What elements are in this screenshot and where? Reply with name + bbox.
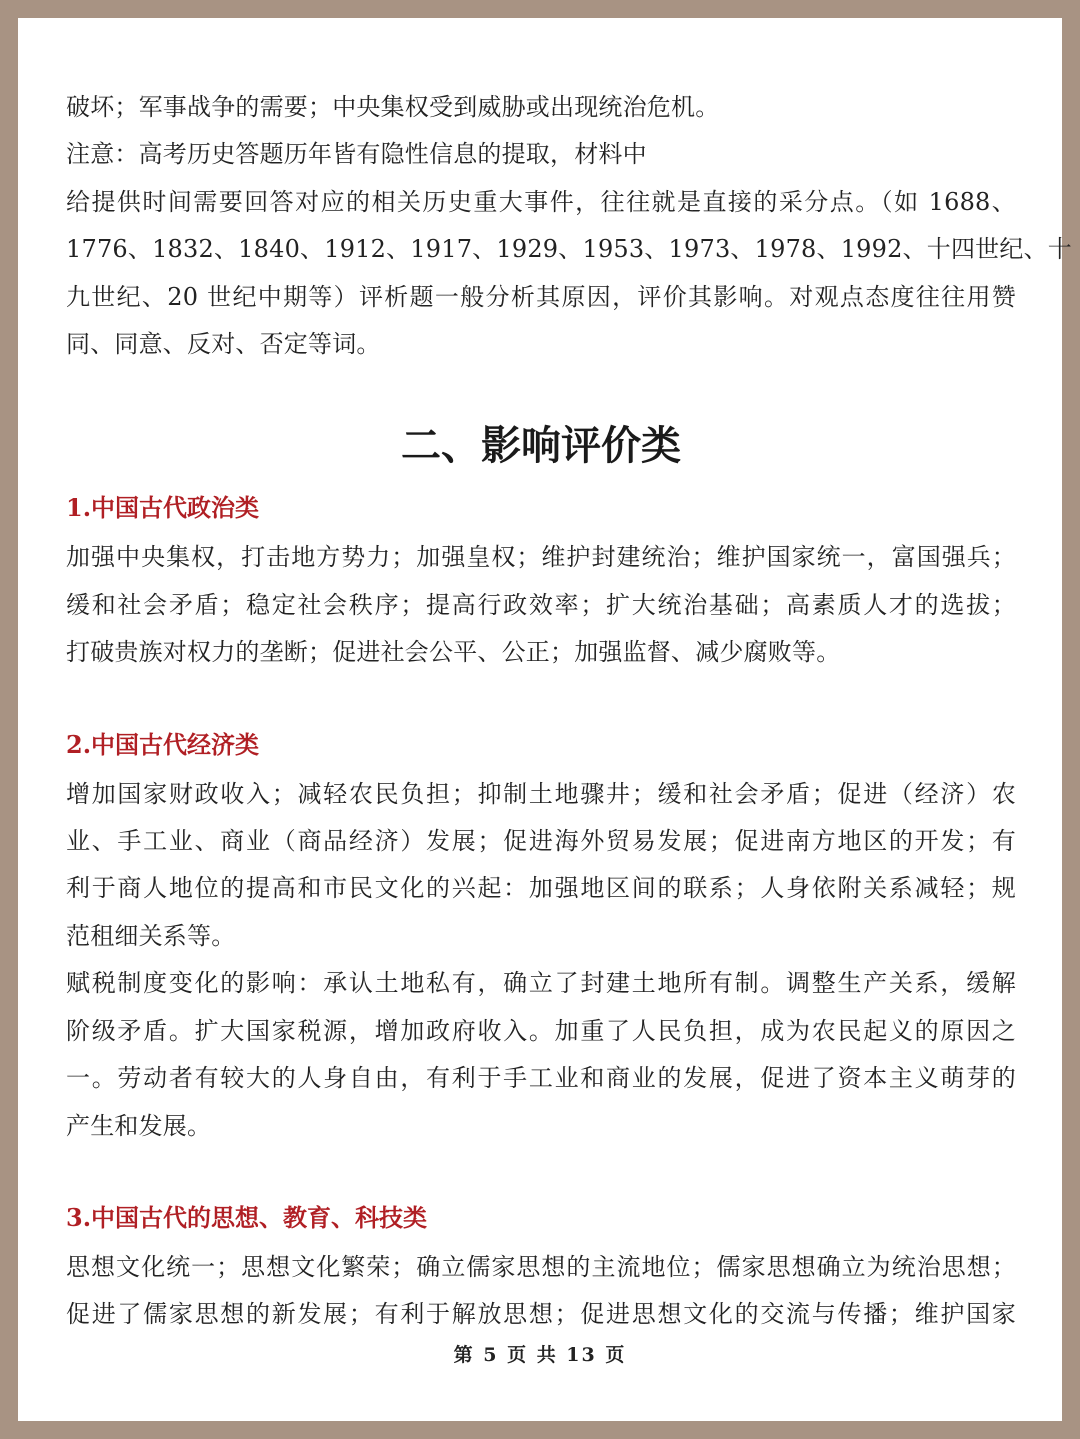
intro-line-2: 注意：高考历史答题历年皆有隐性信息的提取，材料中	[66, 140, 647, 169]
document-page	[18, 18, 1072, 1421]
paragraph-line: 阶级矛盾。扩大国家税源，增加政府收入。加重了人民负担，成为农民起义的原因之	[66, 1016, 1016, 1045]
paragraph-line: 思想文化统一；思想文化繁荣；确立儒家思想的主流地位；儒家思想确立为统治思想；	[66, 1252, 1016, 1281]
intro-line-1: 破坏；军事战争的需要；中央集权受到威胁或出现统治危机。	[66, 93, 720, 121]
paragraph-line: 利于商人地位的提高和市民文化的兴起：加强地区间的联系；人身依附关系减轻；规	[66, 874, 1016, 903]
subsection-heading: 3.中国古代的思想、教育、科技类	[66, 1202, 428, 1232]
subsection-heading: 1.中国古代政治类	[66, 493, 260, 523]
paragraph-line: 产生和发展。	[66, 1111, 212, 1140]
paragraph-line: 赋税制度变化的影响：承认土地私有，确立了封建土地所有制。调整生产关系，缓解	[66, 969, 1016, 998]
subsection-politics	[66, 488, 1016, 676]
intro-line-3: 给提供时间需要回答对应的相关历史重大事件，往往就是直接的采分点。（如 1688、	[66, 187, 1016, 216]
section-title: 二、影响评价类	[401, 422, 681, 470]
intro-line-6: 同、同意、反对、否定等词。	[66, 330, 381, 359]
paragraph-line: 打破贵族对权力的垄断；促进社会公平、公正；加强监督、减少腐败等。	[66, 638, 841, 667]
paragraph-line: 一。劳动者有较大的人身自由，有利于手工业和商业的发展，促进了资本主义萌芽的	[66, 1064, 1016, 1093]
page-number-footer: 第 5 页 共 13 页	[453, 1344, 627, 1366]
intro-line-5: 九世纪、20 世纪中期等）评析题一般分析其原因，评价其影响。对观点态度往往用赞	[66, 282, 1016, 311]
spacer	[66, 1150, 1016, 1198]
intro-paragraph	[66, 84, 1072, 368]
subsection-economy	[66, 725, 1016, 1150]
paragraph-line: 业、手工业、商业（商品经济）发展；促进海外贸易发展；促进南方地区的开发；有	[66, 827, 1016, 856]
spacer	[66, 677, 1016, 725]
paragraph-line: 促进了儒家思想的新发展；有利于解放思想；促进思想文化的交流与传播；维护国家	[66, 1300, 1016, 1329]
paragraph-line: 增加国家财政收入；减轻农民负担；抑制土地骤井；缓和社会矛盾；促进（经济）农	[66, 779, 1016, 808]
subsection-heading: 2.中国古代经济类	[66, 729, 260, 759]
paragraph-line: 范租细关系等。	[66, 921, 236, 950]
paragraph-line: 加强中央集权，打击地方势力；加强皇权；维护封建统治；维护国家统一，富国强兵；	[66, 543, 1016, 572]
paragraph-line: 缓和社会矛盾；稳定社会秩序；提高行政效率；扩大统治基础；高素质人才的选拔；	[66, 590, 1016, 619]
page-content	[66, 84, 1072, 1339]
subsection-thought-education-tech	[66, 1198, 1016, 1339]
intro-line-4: 1776、1832、1840、1912、1917、1929、1953、1973、1978、1992、十四世纪、十	[66, 235, 1072, 264]
